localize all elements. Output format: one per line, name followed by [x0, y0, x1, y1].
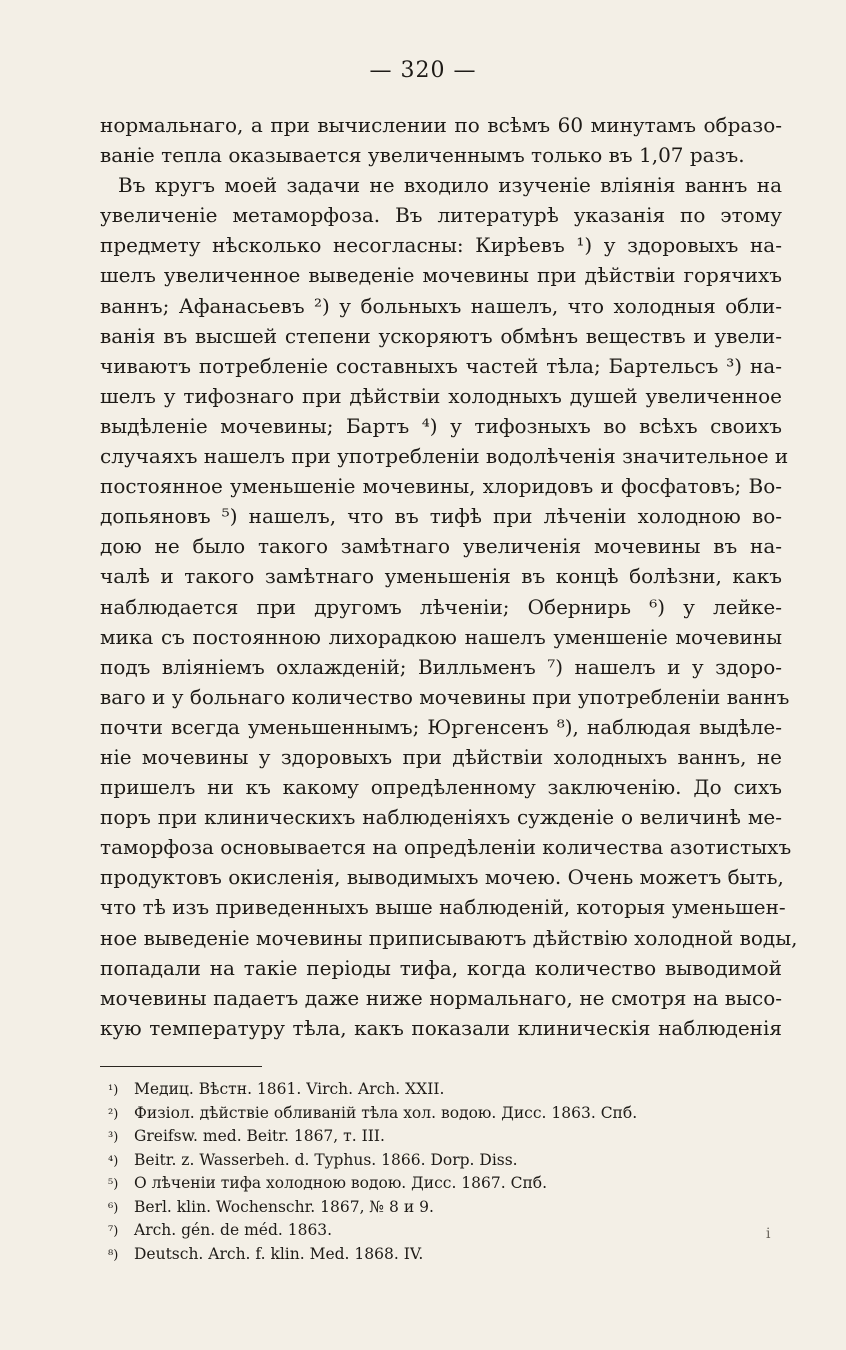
- footnote-mark: ⁷): [108, 1224, 119, 1239]
- body-line: чиваютъ потребленіе составныхъ частей тѣла; Бартельсъ ³) на-: [100, 353, 782, 378]
- body-line: наблюдается при другомъ лѣченіи; Обернирь ⁶) у лейке-: [100, 594, 782, 619]
- footnote: [108, 1196, 788, 1220]
- footnote-text: Физіол. дѣйствіе обливаній тѣла хол. водою. Дисс. 1863. Спб.: [134, 1103, 638, 1122]
- body-line: мика съ постоянною лихорадкою нашелъ уменшеніе мочевины: [100, 624, 782, 649]
- body-line: случаяхъ нашелъ при употребленіи водолѣченія значительное и: [100, 444, 789, 469]
- body-line: ваннъ; Афанасьевъ ²) у больныхъ нашелъ, что холодныя обли-: [100, 293, 782, 318]
- body-text: [100, 110, 798, 1043]
- body-line: дою не было такого замѣтнаго увеличенія мочевины въ на-: [100, 534, 782, 559]
- body-line: таморфоза основывается на опредѣленіи количества азотистыхъ: [100, 835, 792, 860]
- footnotes: [108, 1078, 788, 1266]
- body-line: ванія въ высшей степени ускоряютъ обмѣнъ веществъ и увели-: [100, 323, 782, 348]
- footnote-mark: ¹): [108, 1083, 119, 1098]
- body-line: что тѣ изъ приведенныхъ выше наблюденій, которыя уменьшен-: [100, 895, 786, 920]
- footnote-text: О лѣченіи тифа холодною водою. Дисс. 1867. Спб.: [134, 1174, 548, 1192]
- body-line: мочевины падаетъ даже ниже нормальнаго, не смотря на высо-: [100, 985, 782, 1010]
- body-line: кую температуру тѣла, какъ показали клиническія наблюденія: [100, 1015, 782, 1040]
- body-line: подъ вліяніемъ охлажденій; Вилльменъ ⁷) нашелъ и у здоро-: [100, 654, 782, 679]
- footnote-text: Berl. klin. Wochenschr. 1867, № 8 и 9.: [134, 1197, 434, 1216]
- footnote: [108, 1078, 788, 1102]
- footnote-separator: [100, 1066, 262, 1067]
- body-line: ваніе тепла оказывается увеличеннымъ только въ 1,07 разъ.: [100, 143, 745, 168]
- body-line: Въ кругъ моей задачи не входило изученіе вліянія ваннъ на: [118, 173, 782, 198]
- body-line: шелъ увеличенное выведеніе мочевины при дѣйствіи горячихъ: [100, 263, 782, 288]
- body-line: поръ при клиническихъ наблюденіяхъ сужденіе о величинѣ ме-: [100, 805, 782, 830]
- body-line: выдѣленіе мочевины; Бартъ ⁴) у тифозныхъ во всѣхъ своихъ: [100, 413, 782, 438]
- body-line: шелъ у тифознаго при дѣйствіи холодныхъ душей увеличенное: [100, 383, 782, 408]
- body-line: нормальнаго, а при вычислении по всѣмъ 60 минутамъ образо-: [100, 113, 782, 137]
- footnote-mark: ⁴): [108, 1153, 119, 1169]
- footnote-text: Greifsw. med. Beitr. 1867, т. III.: [134, 1127, 385, 1145]
- body-line: чалѣ и такого замѣтнаго уменьшенія въ концѣ болѣзни, какъ: [100, 564, 782, 589]
- margin-mark: ⅰ: [766, 1226, 771, 1242]
- footnote: [108, 1243, 788, 1267]
- body-line: продуктовъ окисленія, выводимыхъ мочею. Очень можетъ быть,: [100, 865, 784, 890]
- body-line: предмету нѣсколько несогласны: Кирѣевъ ¹) у здоровыхъ на-: [100, 233, 782, 258]
- body-line: пришелъ ни къ какому опредѣленному заключенію. До сихъ: [100, 775, 782, 800]
- footnote-text: Beitr. z. Wasserbeh. d. Typhus. 1866. Dorp. Diss.: [134, 1150, 518, 1169]
- footnote: [108, 1125, 788, 1149]
- footnote: [108, 1149, 788, 1173]
- footnote: [108, 1219, 788, 1243]
- footnote-mark: ²): [108, 1106, 119, 1122]
- footnote-mark: ⁵): [108, 1177, 119, 1192]
- body-line: почти всегда уменьшеннымъ; Юргенсенъ ⁸), наблюдая выдѣле-: [100, 714, 782, 739]
- body-line: допьяновъ ⁵) нашелъ, что въ тифѣ при лѣченіи холодною во-: [100, 504, 782, 529]
- body-line: постоянное уменьшеніе мочевины, хлоридовъ и фосфатовъ; Во-: [100, 474, 782, 499]
- footnote-text: Arch. gén. de méd. 1863.: [134, 1221, 333, 1239]
- footnote-text: Deutsch. Arch. f. klin. Med. 1868. IV.: [134, 1244, 424, 1263]
- footnote-text: Медиц. Вѣстн. 1861. Virch. Arch. XXII.: [134, 1080, 445, 1098]
- footnote-mark: ⁸): [108, 1247, 119, 1263]
- footnote: [108, 1102, 788, 1126]
- footnote: [108, 1172, 788, 1196]
- body-line: ваго и у больнаго количество мочевины при употребленіи ваннъ: [100, 684, 790, 709]
- page-number: — 320 —: [369, 58, 477, 83]
- footnote-mark: ³): [108, 1130, 119, 1145]
- body-line: ніе мочевины у здоровыхъ при дѣйствіи холодныхъ ваннъ, не: [100, 744, 782, 769]
- footnote-mark: ⁶): [108, 1200, 119, 1216]
- body-line: увеличеніе метаморфоза. Въ литературѣ указанія по этому: [100, 203, 782, 228]
- body-line: попадали на такіе періоды тифа, когда количество выводимой: [100, 955, 782, 980]
- body-line: ное выведеніе мочевины приписываютъ дѣйствію холодной воды,: [100, 925, 798, 950]
